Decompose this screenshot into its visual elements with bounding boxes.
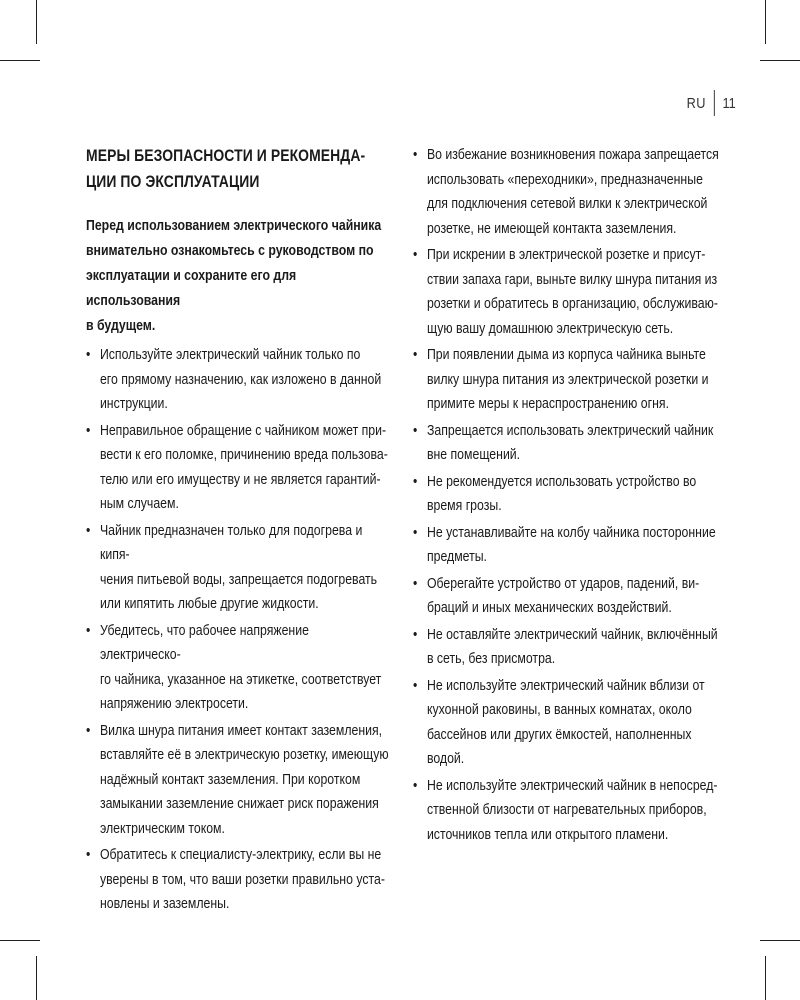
- header-divider: [714, 90, 715, 116]
- list-item-line: использовать «переходники», предназначенные: [426, 170, 703, 188]
- list-item-line: Убедитесь, что рабочее напряжение электрическо-: [99, 621, 309, 663]
- list-item-line: электрическим током.: [99, 819, 225, 837]
- list-item-line: Запрещается использовать электрический чайник: [426, 421, 714, 439]
- list-item-line: бассейнов или других ёмкостей, наполненных: [426, 725, 692, 743]
- list-item: [86, 343, 391, 417]
- bullet-icon: •: [86, 721, 91, 739]
- list-item-line: Обратитесь к специалисту-электрику, если вы не: [99, 846, 382, 863]
- crop-mark-top-left: [0, 60, 40, 61]
- list-item-line: напряжению электросети.: [99, 695, 249, 712]
- bullet-icon: •: [86, 621, 91, 639]
- list-item: [86, 843, 391, 917]
- list-item-line: Не используйте электрический чайник вблизи от: [426, 676, 705, 694]
- intro-line: Перед использованием электрического чайника: [86, 217, 382, 234]
- bullet-icon: •: [413, 574, 418, 592]
- left-column: [86, 143, 458, 919]
- list-item-line: Чайник предназначен только для подогрева и кипя-: [99, 521, 363, 563]
- list-item-line: браций и иных механических воздействий.: [426, 599, 672, 616]
- list-item-line: Не используйте электрический чайник в непосред-: [426, 776, 718, 794]
- bullet-icon: •: [413, 346, 418, 363]
- list-item-line: вести к его поломке, причинению вреда пользова-: [99, 446, 388, 463]
- list-item-line: его прямому назначению, как изложено в данной: [99, 370, 382, 388]
- list-item-line: источников тепла или открытого пламени.: [426, 825, 669, 843]
- list-item-line: примите меры к нераспространению огня.: [426, 395, 670, 412]
- intro-line: в будущем.: [86, 317, 156, 334]
- bullet-icon: •: [86, 346, 91, 363]
- list-item-line: в сеть, без присмотра.: [426, 650, 556, 667]
- crop-mark-bottom-left: [0, 940, 40, 941]
- list-item-line: замыкании заземление снижает риск поражения: [99, 795, 379, 812]
- bullet-icon: •: [86, 421, 91, 439]
- list-item-line: Не устанавливайте на колбу чайника посторонние: [426, 523, 716, 541]
- intro-line: внимательно ознакомьтесь с руководством по: [86, 242, 374, 259]
- list-item-line: ственной близости от нагревательных приборов,: [426, 801, 707, 818]
- list-item: [413, 674, 719, 772]
- bullet-icon: •: [413, 472, 418, 490]
- list-item-line: Не оставляйте электрический чайник, включённый: [426, 625, 718, 643]
- safety-list-left: [86, 343, 391, 917]
- list-item-line: кухонной раковины, в ванных комнатах, около: [426, 701, 692, 718]
- bullet-icon: •: [413, 776, 418, 794]
- safety-list-right: [413, 143, 719, 847]
- list-item: [86, 419, 391, 517]
- list-item: [413, 572, 719, 621]
- page-header: [687, 90, 736, 116]
- title-line: МЕРЫ БЕЗОПАСНОСТИ И РЕКОМЕНДА-: [86, 146, 366, 165]
- bullet-icon: •: [413, 421, 418, 439]
- section-title: [86, 143, 391, 195]
- crop-mark-bottom-left: [36, 956, 37, 1000]
- list-item-line: При искрении в электрической розетке и присут-: [426, 246, 706, 263]
- list-item-line: телю или его имуществу и не является гарантий-: [99, 470, 381, 488]
- list-item-line: Неправильное обращение с чайником может при-: [99, 421, 387, 439]
- crop-mark-bottom-right: [765, 956, 766, 1000]
- bullet-icon: •: [413, 676, 418, 694]
- list-item-line: предметы.: [426, 548, 487, 565]
- crop-mark-top-left: [36, 0, 37, 44]
- list-item-line: При появлении дыма из корпуса чайника выньте: [426, 346, 706, 363]
- list-item: [413, 343, 719, 417]
- right-column: [413, 143, 786, 849]
- page-number: 11: [722, 94, 736, 112]
- list-item-line: го чайника, указанное на этикетке, соответствует: [99, 670, 382, 688]
- list-item-line: Оберегайте устройство от ударов, падений, ви-: [426, 574, 700, 592]
- crop-mark-top-right: [765, 0, 766, 44]
- title-line: ЦИИ ПО ЭКСПЛУАТАЦИИ: [86, 172, 260, 191]
- list-item-line: вилку шнура питания из электрической розетки и: [426, 370, 709, 388]
- list-item-line: Не рекомендуется использовать устройство во: [426, 472, 697, 490]
- list-item-line: ным случаем.: [99, 495, 179, 512]
- list-item: [86, 719, 391, 842]
- crop-mark-top-right: [760, 60, 800, 61]
- list-item-line: инструкции.: [99, 395, 168, 412]
- list-item: [413, 143, 719, 241]
- intro-paragraph: [86, 213, 391, 338]
- list-item: [413, 419, 719, 468]
- language-code: RU: [686, 94, 707, 112]
- list-item-line: чения питьевой воды, запрещается подогревать: [99, 570, 378, 588]
- list-item-line: уверены в том, что ваши розетки правильно уста-: [99, 870, 385, 888]
- list-item-line: Во избежание возникновения пожара запрещается: [426, 146, 719, 163]
- list-item-line: ствии запаха гари, выньте вилку шнура питания из: [426, 270, 718, 288]
- bullet-icon: •: [413, 146, 418, 163]
- crop-mark-bottom-right: [760, 940, 800, 941]
- bullet-icon: •: [413, 625, 418, 643]
- list-item-line: водой.: [426, 750, 465, 767]
- list-item-line: розетке, не имеющей контакта заземления.: [426, 219, 677, 237]
- list-item-line: или кипятить любые другие жидкости.: [99, 595, 319, 612]
- list-item: [413, 521, 719, 570]
- bullet-icon: •: [413, 523, 418, 541]
- bullet-icon: •: [413, 246, 418, 263]
- bullet-icon: •: [86, 846, 91, 863]
- list-item-line: Вилка шнура питания имеет контакт заземления,: [99, 721, 383, 739]
- list-item: [413, 470, 719, 519]
- list-item-line: розетки и обратитесь в организацию, обслуживаю-: [426, 295, 718, 312]
- list-item-line: Используйте электрический чайник только по: [99, 346, 361, 363]
- list-item: [413, 774, 719, 848]
- bullet-icon: •: [86, 521, 91, 539]
- list-item: [86, 619, 391, 717]
- list-item: [413, 243, 719, 341]
- list-item-line: надёжный контакт заземления. При коротком: [99, 770, 361, 788]
- list-item-line: время грозы.: [426, 497, 502, 514]
- list-item-line: вставляйте её в электрическую розетку, имеющую: [99, 746, 389, 763]
- list-item-line: вне помещений.: [426, 446, 521, 463]
- list-item: [413, 623, 719, 672]
- list-item: [86, 519, 391, 617]
- list-item-line: для подключения сетевой вилки к электрической: [426, 195, 708, 212]
- list-item-line: новлены и заземлены.: [99, 895, 230, 912]
- intro-line: эксплуатации и сохраните его для использования: [86, 267, 297, 309]
- list-item-line: щую вашу домашнюю электрическую сеть.: [426, 319, 674, 337]
